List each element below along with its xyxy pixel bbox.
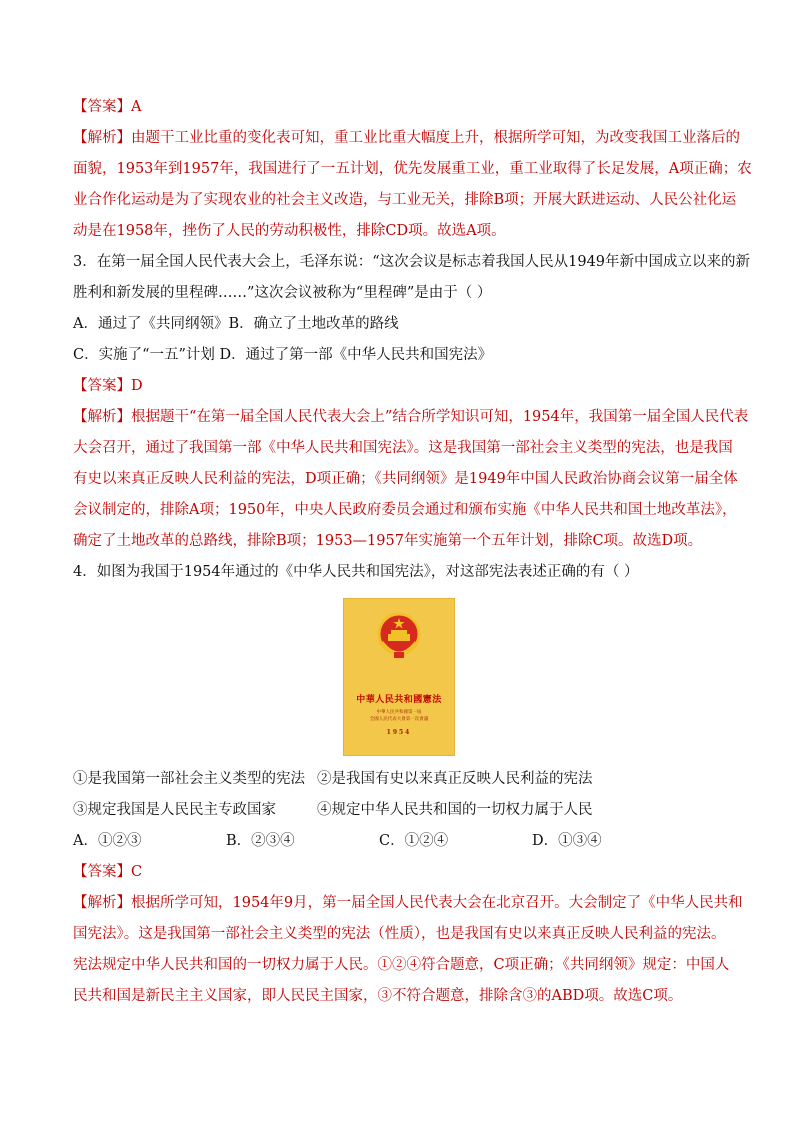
choice-item: C．①②④ <box>379 833 449 849</box>
analysis-tag: 【解析】 <box>73 130 131 146</box>
answer-value: C <box>131 864 143 880</box>
q2-analysis-line <box>73 123 740 154</box>
constitution-cover-image <box>343 598 455 756</box>
q2-analysis-line: 动是在1958年，挫伤了人民的劳动积极性，排除CD项。故选A项。 <box>73 223 506 239</box>
choice-item: B．②③④ <box>226 833 295 849</box>
choice-item: A．①②③ <box>73 833 142 849</box>
q3-option-line: C．实施了“一五”计划 D．通过了第一部《中华人民共和国宪法》 <box>73 347 493 363</box>
q3-stem-line: 3．在第一届全国人民代表大会上，毛泽东说：“这次会议是标志着我国人民从1949年新中国成立以来的新 <box>73 254 751 270</box>
analysis-text: 根据所学可知，1954年9月，第一届全国人民代表大会在北京召开。大会制定了《中华人民共和 <box>131 895 743 911</box>
q3-analysis-line: 有史以来真正反映人民利益的宪法，D项正确；《共同纲领》是1949年中国人民政治协商会议第一届全体 <box>73 471 738 487</box>
analysis-text: 由题干工业比重的变化表可知，重工业比重大幅度上升，根据所学可知，为改变我国工业落后的 <box>131 130 740 146</box>
q4-statement-row <box>73 764 725 795</box>
statement-item: ④规定中华人民共和国的一切权力属于人民 <box>317 802 593 818</box>
answer-value: D <box>131 378 143 394</box>
q2-analysis-line: 面貌，1953年到1957年，我国进行了一五计划，优先发展重工业，重工业取得了长足发展，A项正确；农 <box>73 161 752 177</box>
document-page <box>73 92 752 1012</box>
q3-option-line: A．通过了《共同纲领》B．确立了土地改革的路线 <box>73 316 399 332</box>
constitution-cover-figure <box>73 598 725 758</box>
q3-answer-line <box>73 371 725 402</box>
cover-subtitle: 中華人民共和國第一屆 <box>376 710 422 715</box>
q4-analysis-line <box>73 888 743 919</box>
answer-value: A <box>131 99 142 115</box>
q3-analysis-line: 确定了土地改革的总路线，排除B项；1953—1957年实施第一个五年计划，排除C项。故选D项。 <box>73 533 703 549</box>
cover-year: 1954 <box>386 729 412 736</box>
choice-item: D．①③④ <box>532 833 602 849</box>
answer-tag: 【答案】 <box>73 378 131 394</box>
analysis-text: 根据题干“在第一届全国人民代表大会上”结合所学知识可知，1954年，我国第一届全国人民代表 <box>131 409 749 425</box>
national-emblem-icon <box>376 612 422 662</box>
q2-analysis-line: 业合作化运动是为了实现农业的社会主义改造，与工业无关，排除B项；开展大跃进运动、人民公社化运 <box>73 192 737 208</box>
q4-statement-row <box>73 795 725 826</box>
q2-answer-line <box>73 92 725 123</box>
cover-title: 中華人民共和國憲法 <box>356 695 442 705</box>
cover-subtitle: 全國人民代表大會第一次會議 <box>369 717 429 722</box>
analysis-tag: 【解析】 <box>73 409 131 425</box>
answer-tag: 【答案】 <box>73 99 131 115</box>
q4-analysis-line: 民共和国是新民主主义国家，即人民民主国家，③不符合题意，排除含③的ABD项。故选C项。 <box>73 988 683 1004</box>
q3-analysis-line: 大会召开，通过了我国第一部《中华人民共和国宪法》。这是我国第一部社会主义类型的宪法，也是我国 <box>73 440 733 456</box>
q4-choice-row <box>73 826 725 857</box>
statement-item: ②是我国有史以来真正反映人民利益的宪法 <box>317 771 593 787</box>
statement-item: ①是我国第一部社会主义类型的宪法 <box>73 771 305 787</box>
analysis-tag: 【解析】 <box>73 895 131 911</box>
q4-answer-line <box>73 857 725 888</box>
q3-analysis-line <box>73 402 749 433</box>
q4-analysis-line: 宪法规定中华人民共和国的一切权力属于人民。①②④符合题意，C项正确；《共同纲领》规定：中国人 <box>73 957 730 973</box>
q3-stem-line: 胜利和新发展的里程碑……”这次会议被称为“里程碑”是由于（ ） <box>73 285 492 301</box>
q4-stem-line: 4．如图为我国于1954年通过的《中华人民共和国宪法》，对这部宪法表述正确的有（ ） <box>73 564 639 580</box>
statement-item: ③规定我国是人民民主专政国家 <box>73 802 276 818</box>
q3-analysis-line: 会议制定的，排除A项；1950年，中央人民政府委员会通过和颁布实施《中华人民共和国土地改革法》， <box>73 502 737 518</box>
answer-tag: 【答案】 <box>73 864 131 880</box>
q4-analysis-line: 国宪法》。这是我国第一部社会主义类型的宪法（性质），也是我国有史以来真正反映人民利益的宪法。 <box>73 926 726 942</box>
